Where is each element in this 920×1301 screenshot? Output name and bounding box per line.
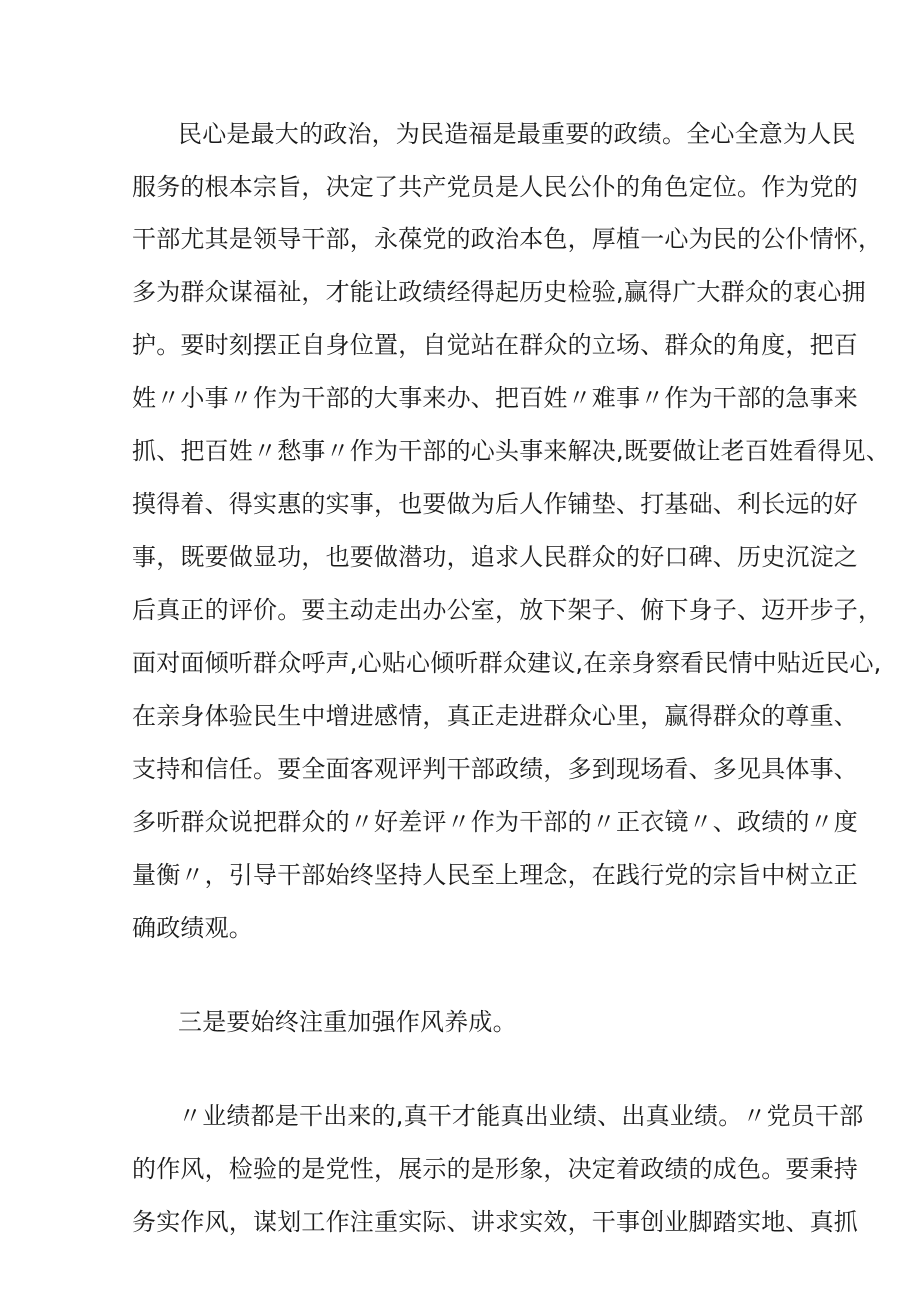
paragraph-1-line-6: 姓〃小事〃作为干部的大事来办、把百姓〃难事〃作为干部的急事来 <box>132 384 858 412</box>
paragraph-1-line-9: 事，既要做显功，也要做潜功，追求人民群众的好口碑、历史沉淀之 <box>132 543 858 571</box>
paragraph-1-line-11: 面对面倾听群众呼声,心贴心倾听群众建议,在亲身察看民情中贴近民心, <box>132 649 882 677</box>
paragraph-2-line-1: 〃业绩都是干出来的,真干才能真出业绩、出真业绩。〃党员干部 <box>178 1102 864 1130</box>
paragraph-1-line-8: 摸得着、得实惠的实事，也要做为后人作铺垫、打基础、利长远的好 <box>132 490 858 518</box>
paragraph-1-line-12: 在亲身体验民生中增进感情，真正走进群众心里，赢得群众的尊重、 <box>132 702 858 730</box>
paragraph-1-line-15: 量衡〃，引导干部始终坚持人民至上理念，在践行党的宗旨中树立正 <box>132 861 858 889</box>
paragraph-2-line-3: 务实作风，谋划工作注重实际、讲求实效，干事创业脚踏实地、真抓 <box>132 1208 858 1236</box>
paragraph-1-line-4: 多为群众谋福祉，才能让政绩经得起历史检验,赢得广大群众的衷心拥 <box>132 278 866 306</box>
paragraph-1-line-3: 干部尤其是领导干部，永葆党的政治本色，厚植一心为民的公仆情怀， <box>132 225 883 253</box>
paragraph-1-line-1: 民心是最大的政治，为民造福是最重要的政绩。全心全意为人民 <box>178 120 856 148</box>
paragraph-1-line-2: 服务的根本宗旨，决定了共产党员是人民公仆的角色定位。作为党的 <box>132 173 858 201</box>
section-heading-3: 三是要始终注重加强作风养成。 <box>178 1008 517 1036</box>
paragraph-1-line-10: 后真正的评价。要主动走出办公室，放下架子、俯下身子、迈开步子， <box>132 596 883 624</box>
paragraph-2-line-2: 的作风，检验的是党性，展示的是形象，决定着政绩的成色。要秉持 <box>132 1155 858 1183</box>
paragraph-1-line-13: 支持和信任。要全面客观评判干部政绩，多到现场看、多见具体事、 <box>132 755 858 783</box>
paragraph-1-line-14: 多听群众说把群众的〃好差评〃作为干部的〃正衣镜〃、政绩的〃度 <box>132 808 858 836</box>
paragraph-1-line-7: 抓、把百姓〃愁事〃作为干部的心头事来解决,既要做让老百姓看得见、 <box>132 437 891 465</box>
paragraph-1-line-16: 确政绩观。 <box>132 914 253 942</box>
paragraph-1-line-5: 护。要时刻摆正自身位置，自觉站在群众的立场、群众的角度，把百 <box>132 331 858 359</box>
